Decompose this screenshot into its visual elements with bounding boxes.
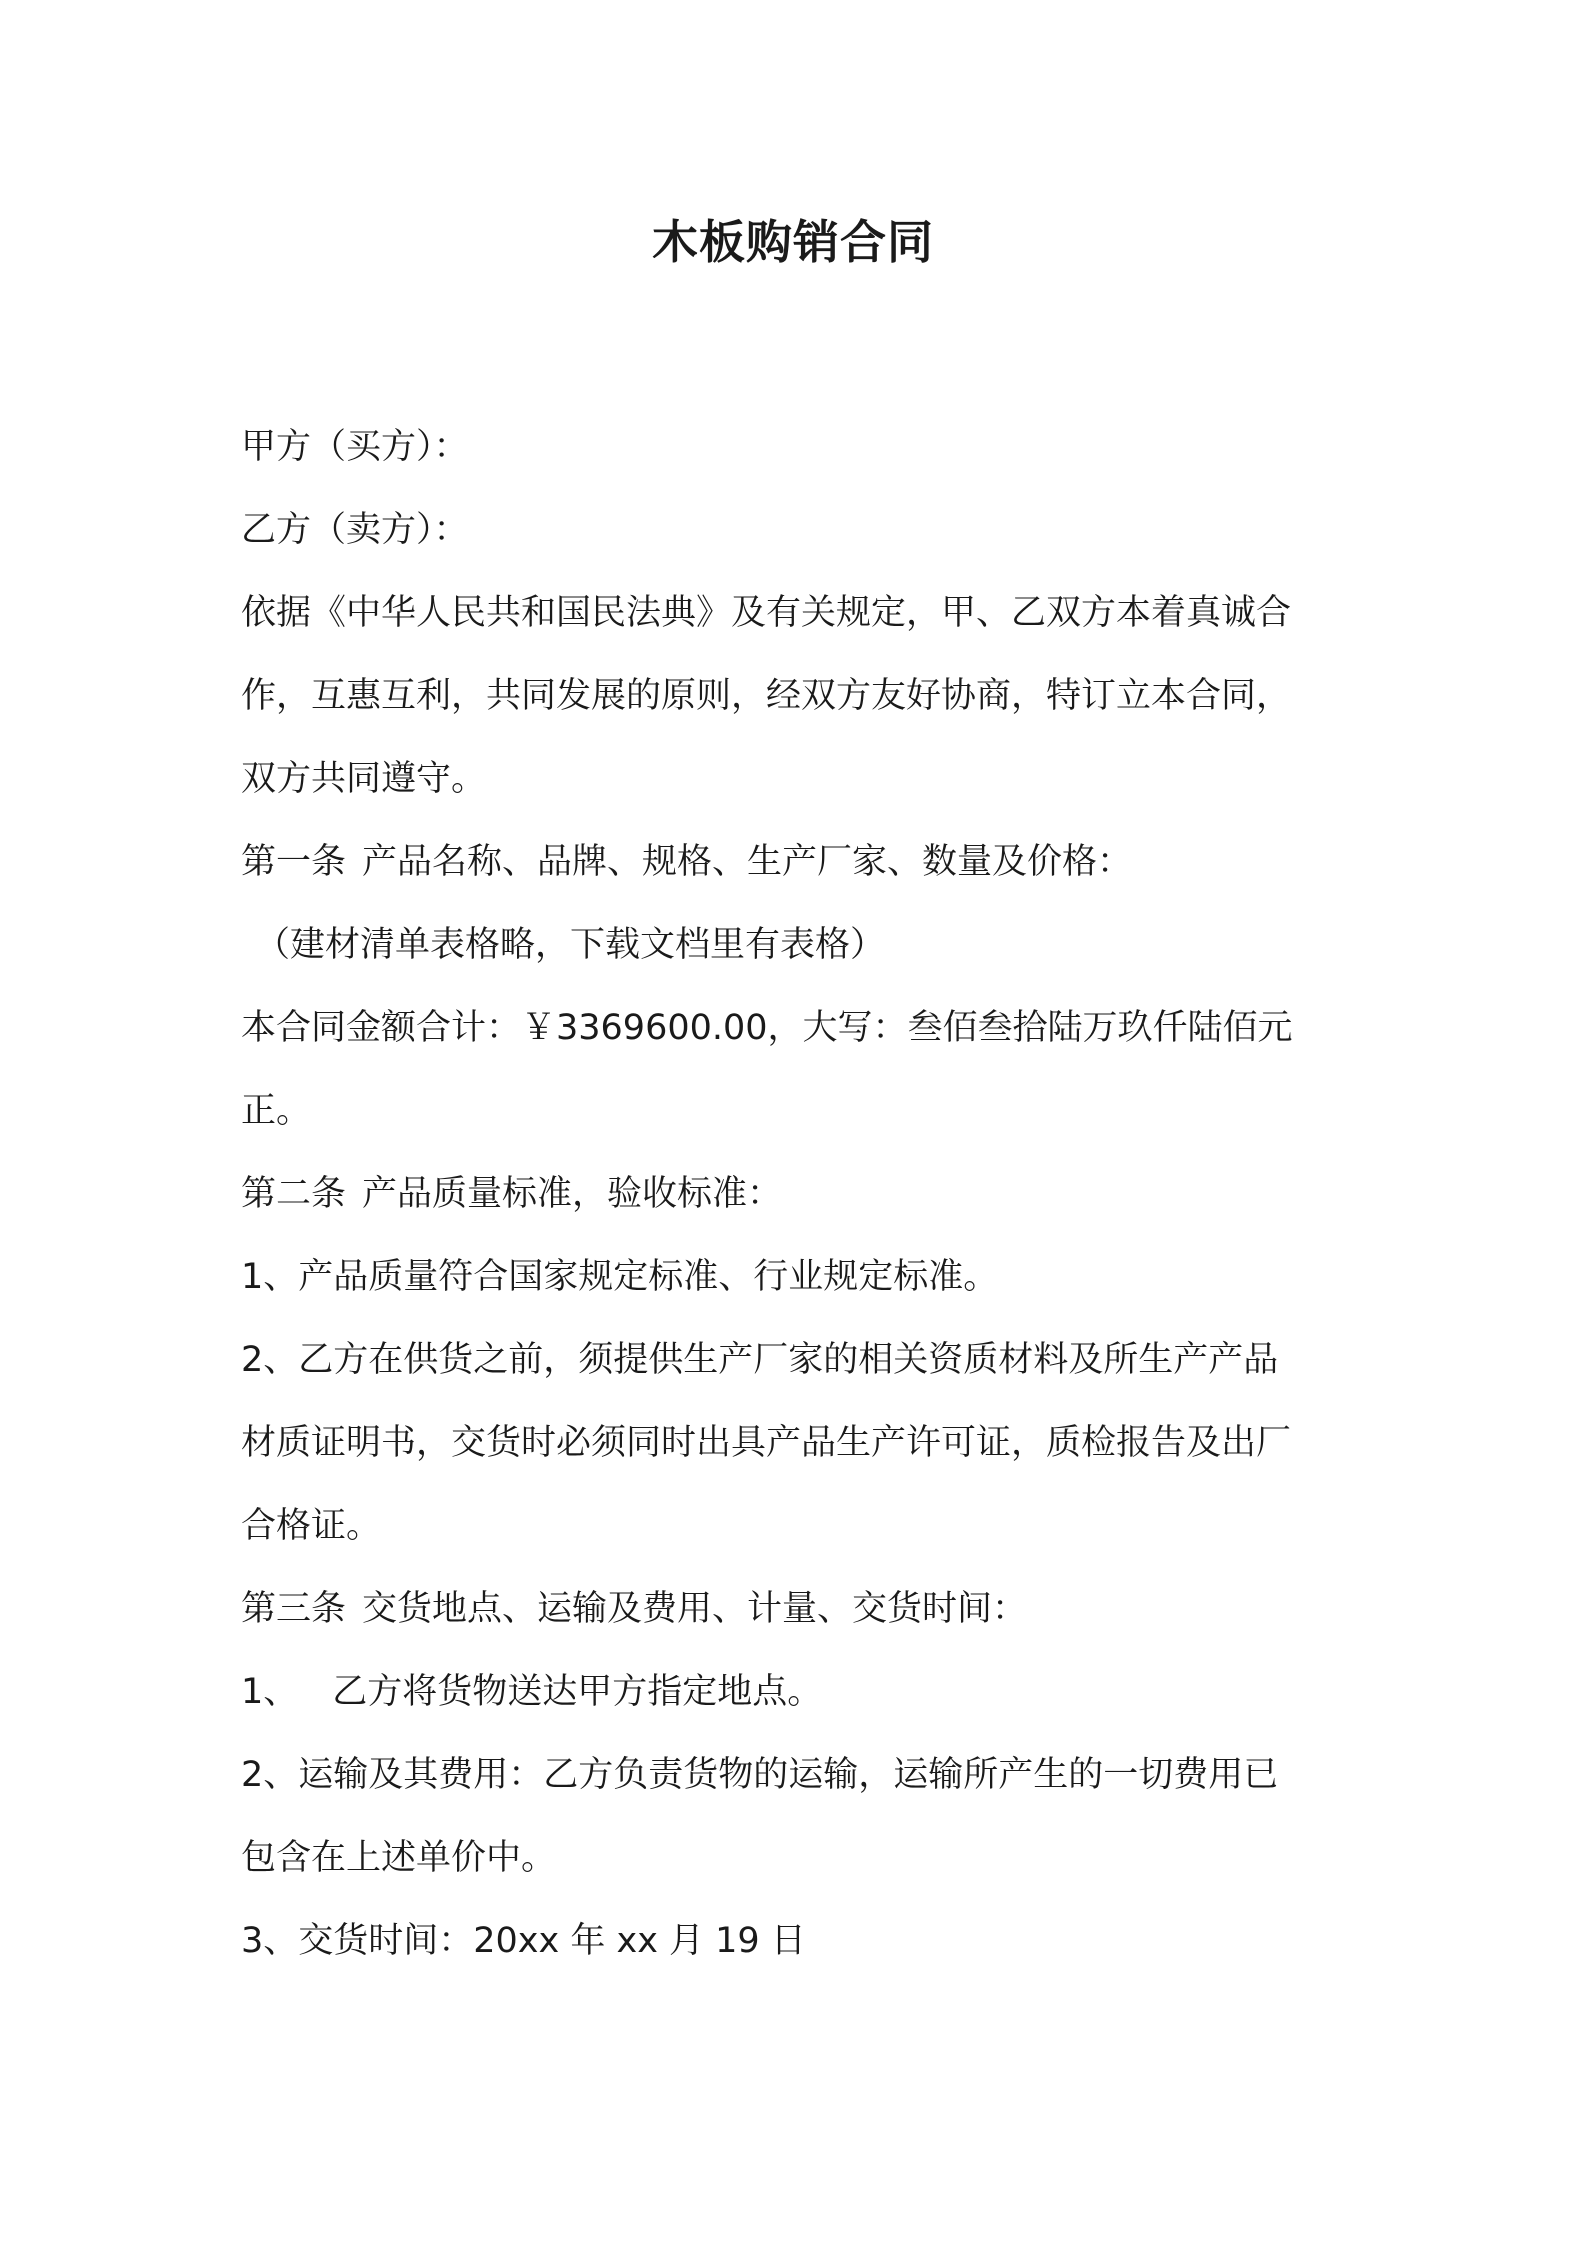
- article-3-title: 交货地点、运输及费用、计量、交货时间：: [362, 1589, 1028, 1629]
- article-3-item-text: 乙方将货物送达甲方指定地点。: [332, 1672, 823, 1712]
- article-3-item: 包含在上述单价中。: [241, 1838, 557, 1878]
- article-3-item-number: 1、: [241, 1672, 299, 1712]
- party-b-line: 乙方（卖方）：: [241, 510, 469, 550]
- article-1-number: 第一条: [241, 842, 347, 882]
- table-omitted-note: （建材清单表格略，下载文档里有表格）: [255, 925, 886, 965]
- document-title: 木板购销合同: [652, 215, 934, 269]
- article-1-title: 产品名称、品牌、规格、生产厂家、数量及价格：: [362, 842, 1133, 882]
- article-2-item: 材质证明书，交货时必须同时出具产品生产许可证，质检报告及出厂: [241, 1423, 1292, 1463]
- article-2-item: 合格证。: [241, 1506, 382, 1546]
- contract-amount-line: 本合同金额合计：￥3369600.00，大写：叁佰叁拾陆万玖仟陆佰元: [241, 1008, 1293, 1048]
- article-2-title: 产品质量标准，验收标准：: [362, 1174, 783, 1214]
- article-2-item: 1、产品质量符合国家规定标准、行业规定标准。: [241, 1257, 999, 1297]
- article-1-note: [241, 904, 1361, 987]
- article-3-item: [241, 1651, 1361, 1734]
- article-3-item: 3、交货时间：20xx 年 xx 月 19 日: [241, 1921, 806, 1961]
- party-a-line: 甲方（买方）：: [241, 427, 469, 467]
- article-2-item: 2、乙方在供货之前，须提供生产厂家的相关资质材料及所生产产品: [241, 1340, 1279, 1380]
- article-2-number: 第二条: [241, 1174, 347, 1214]
- contract-body: [241, 406, 1361, 1983]
- preamble-line: 双方共同遵守。: [241, 759, 487, 799]
- article-1-heading: [241, 821, 1361, 904]
- article-3-item: 2、运输及其费用：乙方负责货物的运输，运输所产生的一切费用已: [241, 1755, 1279, 1795]
- contract-amount-line: 正。: [241, 1091, 312, 1131]
- article-3-number: 第三条: [241, 1589, 347, 1629]
- article-3-heading: [241, 1568, 1361, 1651]
- article-2-heading: [241, 1153, 1361, 1236]
- preamble-line: 依据《中华人民共和国民法典》及有关规定，甲、乙双方本着真诚合: [241, 593, 1292, 633]
- preamble-line: 作，互惠互利，共同发展的原则，经双方友好协商，特订立本合同，: [241, 676, 1292, 716]
